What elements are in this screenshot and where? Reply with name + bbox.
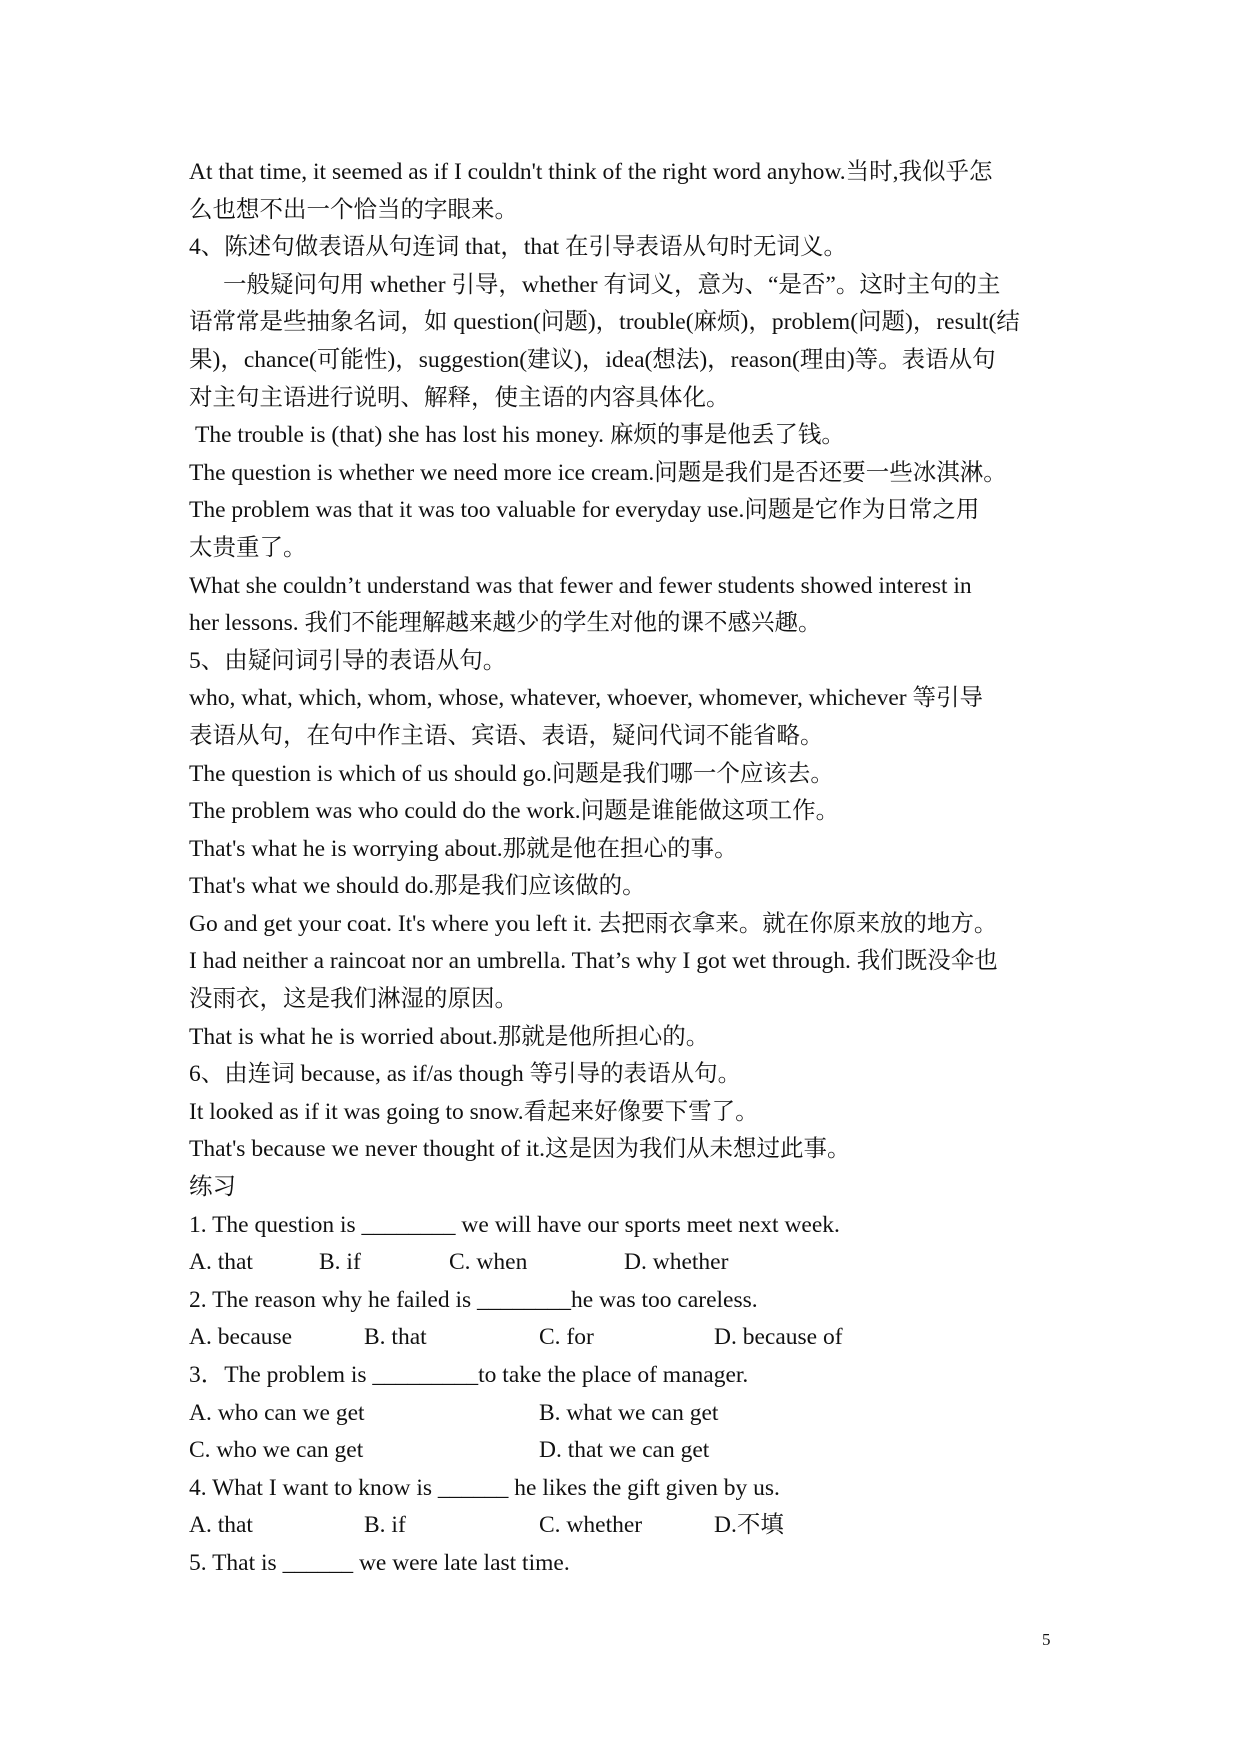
example-sentence: I had neither a raincoat nor an umbrella. That’s why I got wet through. 我们既没伞也 [189, 948, 998, 975]
example-sentence: The question is whether we need more ice cream.问题是我们是否还要一些冰淇淋。 [189, 459, 1007, 486]
example-sentence: 没雨衣，这是我们淋湿的原因。 [189, 986, 518, 1013]
exercise-question: 5. That is ______ we were late last time. [189, 1549, 570, 1576]
option-a: A. who can we get [189, 1399, 365, 1426]
exercise-options [189, 1319, 1059, 1357]
example-sentence: That is what he is worried about.那就是他所担心的。 [189, 1023, 710, 1050]
example-sentence: That's what he is worrying about.那就是他在担心的事。 [189, 835, 738, 862]
example-sentence: What she couldn’t understand was that fewer and fewer students showed interest in [189, 572, 972, 599]
exercise-heading: 练习 [189, 1174, 236, 1201]
option-c: C. for [539, 1324, 594, 1351]
section-heading: 6、由连词 because, as if/as though 等引导的表语从句。 [189, 1061, 742, 1088]
example-sentence: The trouble is (that) she has lost his money. 麻烦的事是他丢了钱。 [195, 422, 845, 449]
example-sentence: her lessons. 我们不能理解越来越少的学生对他的课不感兴趣。 [189, 610, 822, 637]
exercise-question: 3．The problem is _________to take the place of manager. [189, 1362, 749, 1388]
page-body [189, 154, 1059, 1583]
option-d: D. because of [714, 1324, 843, 1351]
option-a: A. that [189, 1249, 253, 1276]
exercise-question: 4. What I want to know is ______ he likes the gift given by us. [189, 1474, 780, 1501]
text-line: 对主句主语进行说明、解释，使主语的内容具体化。 [189, 384, 730, 411]
example-sentence: That's what we should do.那是我们应该做的。 [189, 873, 646, 900]
option-b: B. that [364, 1324, 427, 1351]
exercise-options [189, 1507, 1059, 1545]
example-sentence: That's because we never thought of it.这是因为我们从未想过此事。 [189, 1136, 851, 1163]
option-c: C. who we can get [189, 1437, 364, 1464]
exercise-question: 1. The question is ________ we will have our sports meet next week. [189, 1211, 840, 1238]
example-sentence: The problem was that it was too valuable for everyday use.问题是它作为日常之用 [189, 497, 980, 524]
text-line: who, what, which, whom, whose, whatever, whoever, whomever, whichever 等引导 [189, 685, 984, 712]
example-sentence: Go and get your coat. It's where you left it. 去把雨衣拿来。就在你原来放的地方。 [189, 910, 998, 937]
example-sentence: The problem was who could do the work.问题是谁能做这项工作。 [189, 798, 840, 825]
option-a: A. because [189, 1324, 293, 1351]
exercise-options [189, 1432, 1059, 1470]
option-b: B. if [319, 1249, 361, 1276]
option-b: B. if [364, 1512, 406, 1539]
exercise-question: 2. The reason why he failed is ________he was too careless. [189, 1286, 758, 1313]
option-b: B. what we can get [539, 1399, 719, 1426]
page-number: 5 [1042, 1630, 1051, 1649]
example-sentence: 太贵重了。 [189, 534, 307, 561]
exercise-options [189, 1244, 1059, 1282]
option-d: D.不填 [714, 1512, 784, 1539]
option-d: D. that we can get [539, 1437, 710, 1464]
option-c: C. whether [539, 1512, 643, 1539]
text-line: 语常常是些抽象名词，如 question(问题)，trouble(麻烦)，problem(问题)，result(结 [189, 309, 1020, 336]
section-heading: 4、陈述句做表语从句连词 that，that 在引导表语从句时无词义。 [189, 234, 847, 261]
section-heading: 5、由疑问词引导的表语从句。 [189, 647, 507, 674]
text-line: 表语从句，在句中作主语、宾语、表语，疑问代词不能省略。 [189, 722, 824, 749]
text-line: 果)，chance(可能性)，suggestion(建议)，idea(想法)，reason(理由)等。表语从句 [189, 346, 996, 373]
text-line: 一般疑问句用 whether 引导，whether 有词义，意为、“是否”。这时主句的主 [223, 271, 1001, 298]
option-a: A. that [189, 1512, 253, 1539]
text-line: At that time, it seemed as if I couldn't think of the right word anyhow.当时,我似乎怎 [189, 159, 993, 185]
text-line: 么也想不出一个恰当的字眼来。 [189, 196, 518, 223]
exercise-options [189, 1395, 1059, 1433]
option-c: C. when [449, 1249, 528, 1276]
example-sentence: It looked as if it was going to snow.看起来好像要下雪了。 [189, 1098, 759, 1125]
example-sentence: The question is which of us should go.问题是我们哪一个应该去。 [189, 760, 834, 787]
option-d: D. whether [624, 1249, 729, 1276]
